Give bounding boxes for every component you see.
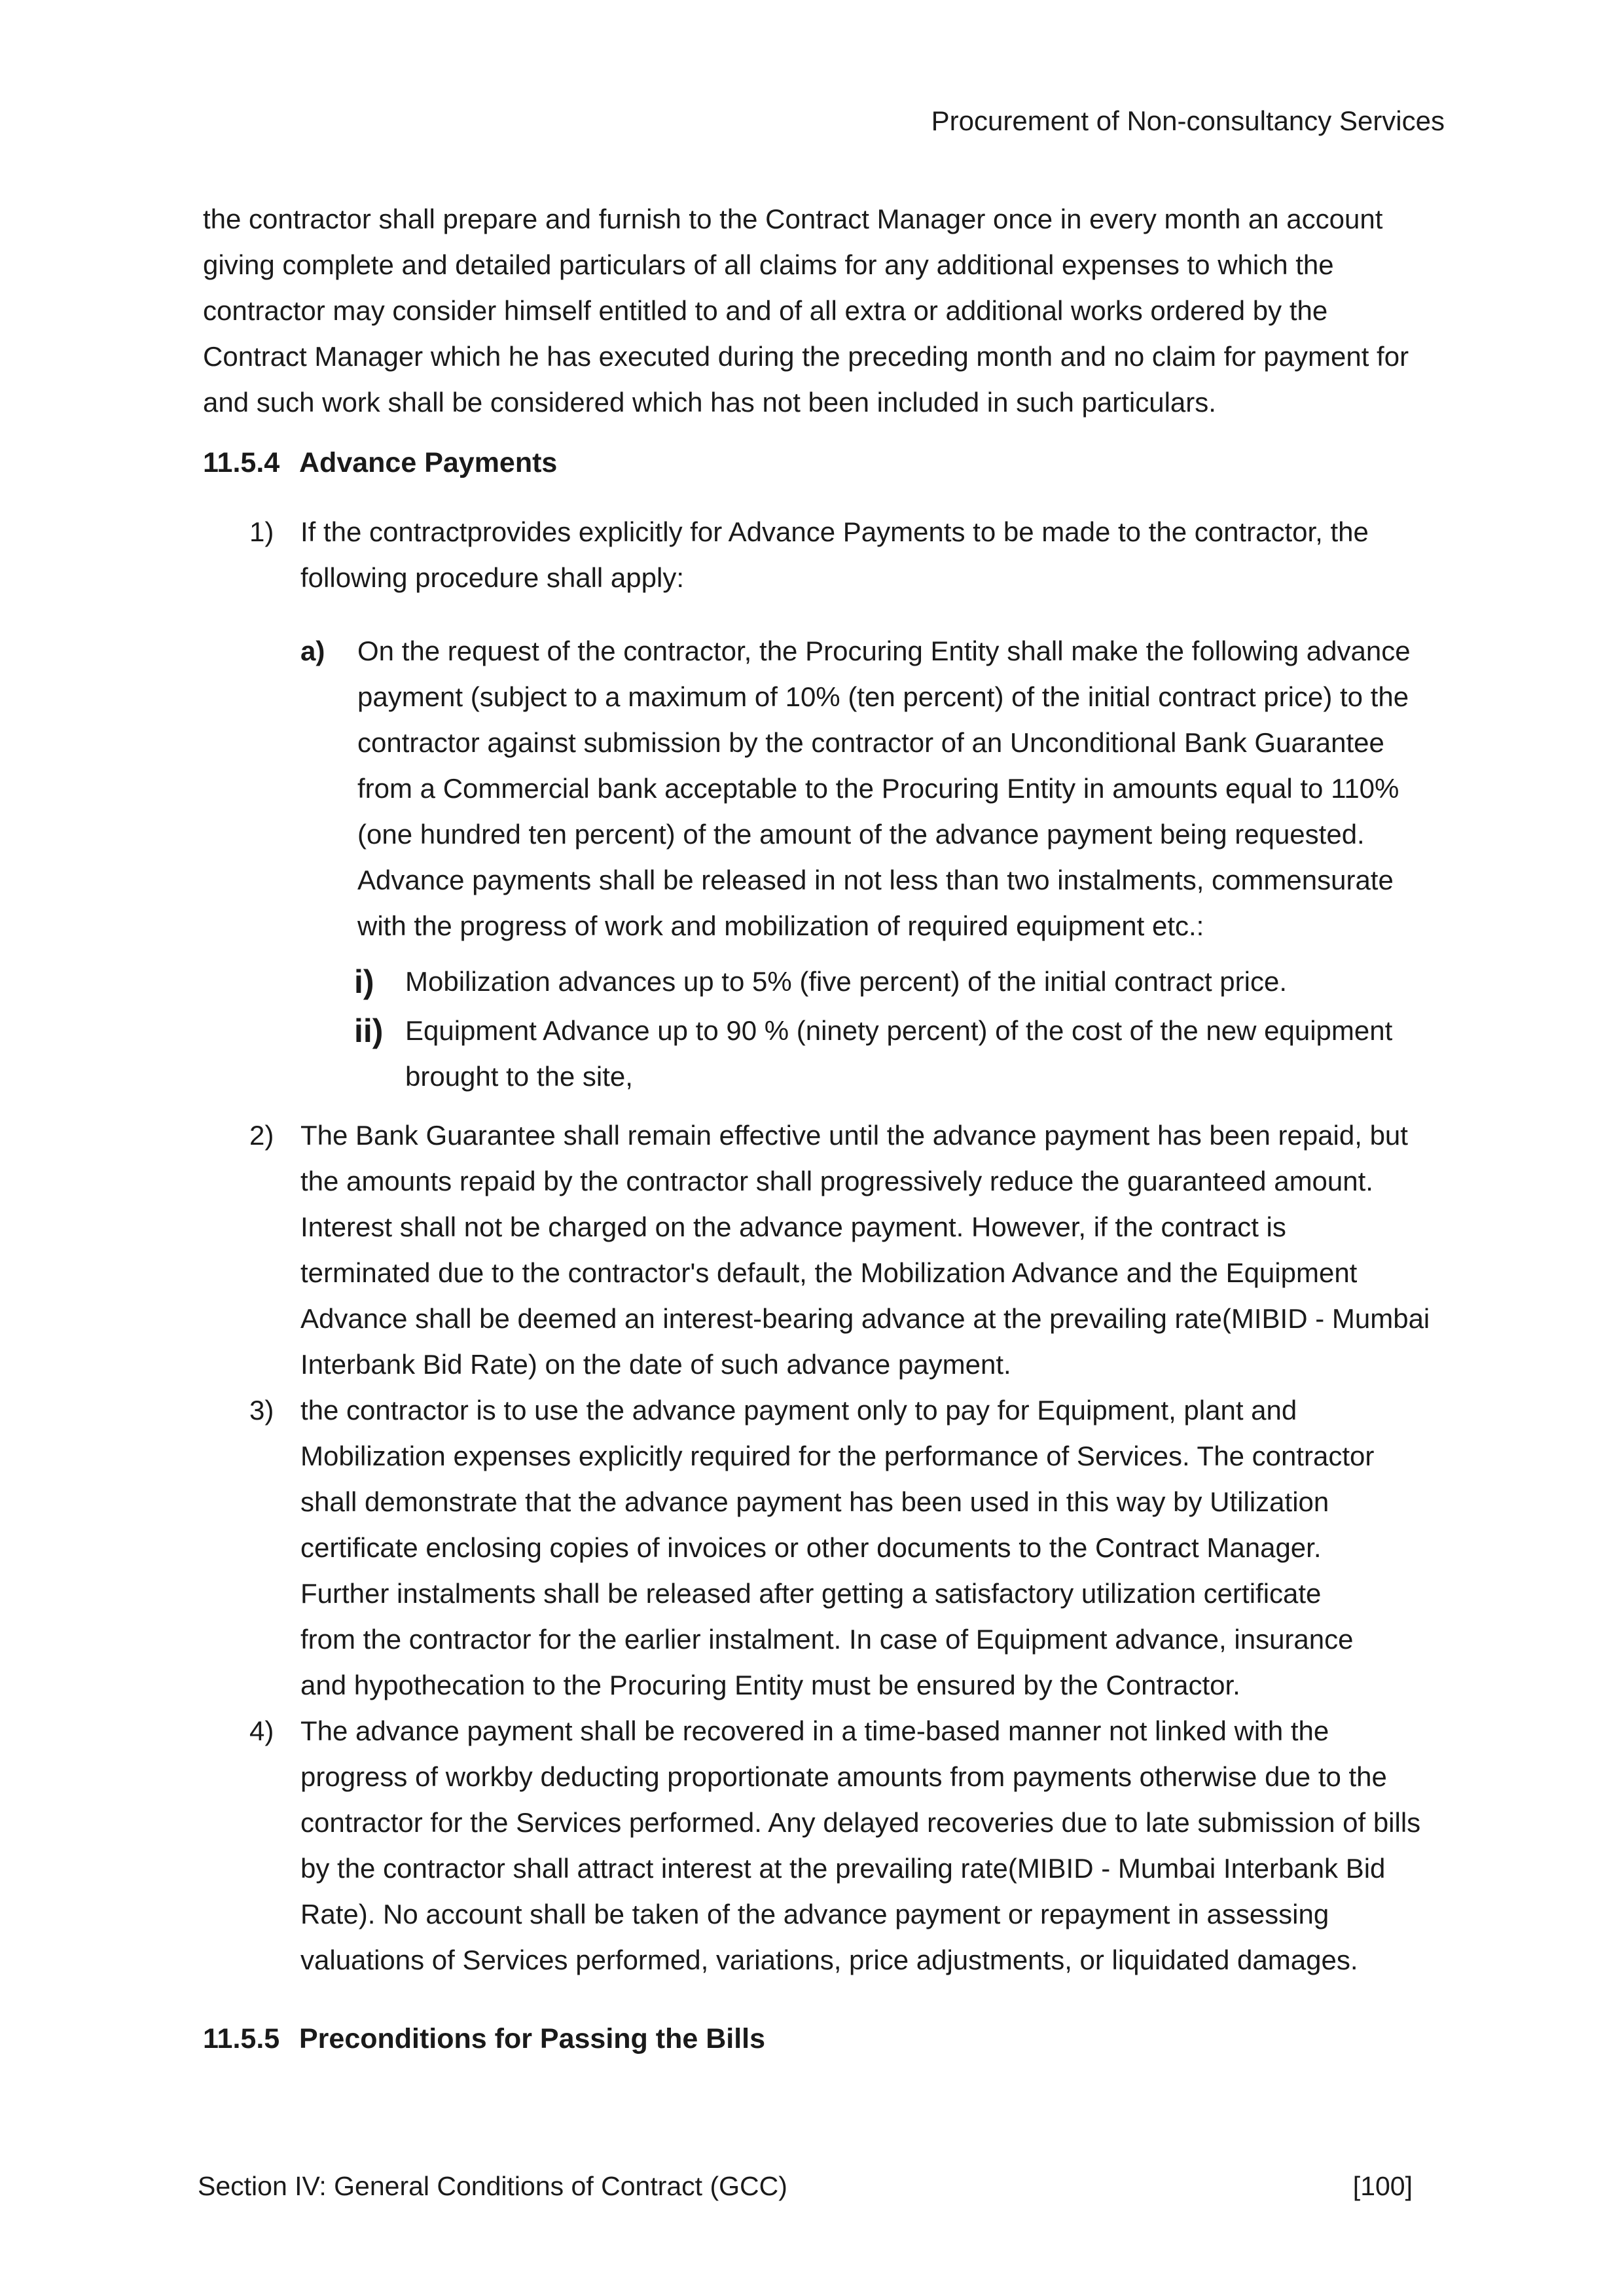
list-item-1	[249, 509, 1369, 601]
list-item-text	[300, 1113, 1430, 1388]
section-number: 11.5.5	[203, 2023, 280, 2054]
list-marker: a)	[300, 636, 325, 666]
text-line: Equipment Advance up to 90 % (ninety percent) of the cost of the new equipment	[405, 1015, 1393, 1046]
text-line: following procedure shall apply:	[300, 562, 685, 593]
text-line: by the contractor shall attract interest at the prevailing rate(MIBID - Mumbai Interbank Bid	[300, 1853, 1386, 1884]
text-line: The advance payment shall be recovered in a time-based manner not linked with the	[300, 1715, 1329, 1746]
section-title: Preconditions for Passing the Bills	[299, 2023, 766, 2054]
text-line: from a Commercial bank acceptable to the Procuring Entity in amounts equal to 110%	[357, 773, 1399, 804]
text-line: contractor for the Services performed. Any delayed recoveries due to late submission of bills	[300, 1807, 1421, 1838]
text-line: terminated due to the contractor's default, the Mobilization Advance and the Equipment	[300, 1257, 1358, 1288]
list-marker: 4)	[249, 1715, 274, 1746]
list-marker: 3)	[249, 1395, 274, 1426]
list-item-text	[405, 959, 1287, 1005]
text-line: Further instalments shall be released after getting a satisfactory utilization certificate	[300, 1578, 1322, 1609]
text-line: giving complete and detailed particulars of all claims for any additional expenses to which the	[203, 249, 1334, 280]
footer-page-number: [100]	[1352, 2171, 1413, 2201]
text-line: and hypothecation to the Procuring Entity must be ensured by the Contractor.	[300, 1670, 1240, 1700]
page-footer	[198, 2163, 1413, 2209]
text-line: Interest shall not be charged on the advance payment. However, if the contract is	[300, 1211, 1286, 1242]
list-item-text	[405, 1008, 1392, 1100]
list-item-4	[249, 1708, 1421, 1983]
section-heading-11-5-4	[203, 440, 557, 486]
list-item-text	[300, 1708, 1420, 1983]
text-line: The Bank Guarantee shall remain effective until the advance payment has been repaid, but	[300, 1120, 1408, 1151]
section-title: Advance Payments	[299, 447, 558, 478]
text-line: the amounts repaid by the contractor shall progressively reduce the guaranteed amount.	[300, 1166, 1373, 1196]
text-line: payment (subject to a maximum of 10% (ten percent) of the initial contract price) to the	[357, 681, 1409, 712]
sub-item-a	[300, 628, 1411, 949]
list-item-2	[249, 1113, 1430, 1388]
text-line: from the contractor for the earlier instalment. In case of Equipment advance, insurance	[300, 1624, 1354, 1655]
list-item-text	[300, 509, 1369, 601]
list-item-text	[357, 628, 1411, 949]
list-marker: 1)	[249, 516, 274, 547]
roman-item-ii	[354, 1008, 1393, 1100]
list-marker: 2)	[249, 1120, 274, 1151]
section-heading-11-5-5	[203, 2016, 765, 2062]
section-number: 11.5.4	[203, 447, 280, 478]
list-item-text	[300, 1388, 1374, 1708]
text-line: Advance shall be deemed an interest-bearing advance at the prevailing rate(MIBID - Mumbai	[300, 1303, 1430, 1334]
text-line: and such work shall be considered which has not been included in such particulars.	[203, 387, 1216, 418]
text-line: Contract Manager which he has executed during the preceding month and no claim for payment for	[203, 341, 1409, 372]
text-line: Advance payments shall be released in not less than two instalments, commensurate	[357, 865, 1394, 895]
text-line: contractor against submission by the contractor of an Unconditional Bank Guarantee	[357, 727, 1384, 758]
list-marker: ii)	[354, 1013, 384, 1049]
list-item-3	[249, 1388, 1375, 1708]
text-line: Rate). No account shall be taken of the advance payment or repayment in assessing	[300, 1899, 1329, 1929]
text-line: contractor may consider himself entitled to and of all extra or additional works ordered by the	[203, 295, 1328, 326]
roman-item-i	[354, 959, 1288, 1005]
text-line: Mobilization advances up to 5% (five percent) of the initial contract price.	[405, 966, 1288, 997]
text-line: progress of workby deducting proportionate amounts from payments otherwise due to the	[300, 1761, 1387, 1792]
text-line: certificate enclosing copies of invoices or other documents to the Contract Manager.	[300, 1532, 1322, 1563]
text-line: Mobilization expenses explicitly required for the performance of Services. The contractor	[300, 1441, 1375, 1471]
text-line: On the request of the contractor, the Procuring Entity shall make the following advance	[357, 636, 1411, 666]
text-line: the contractor is to use the advance payment only to pay for Equipment, plant and	[300, 1395, 1297, 1426]
text-line: brought to the site,	[405, 1061, 633, 1092]
footer-section-text: Section IV: General Conditions of Contract (GCC)	[198, 2171, 787, 2201]
header-title: Procurement of Non-consultancy Services	[931, 105, 1445, 136]
list-marker: i)	[354, 963, 374, 1000]
text-line: If the contractprovides explicitly for Advance Payments to be made to the contractor, the	[300, 516, 1369, 547]
text-line: shall demonstrate that the advance payment has been used in this way by Utilization	[300, 1486, 1329, 1517]
text-line: (one hundred ten percent) of the amount of the advance payment being requested.	[357, 819, 1365, 850]
text-line: valuations of Services performed, variations, price adjustments, or liquidated damages.	[300, 1945, 1358, 1975]
text-line: the contractor shall prepare and furnish to the Contract Manager once in every month an account	[203, 204, 1383, 234]
page-header	[203, 98, 1445, 144]
text-line: Interbank Bid Rate) on the date of such advance payment.	[300, 1349, 1011, 1380]
text-line: with the progress of work and mobilization of required equipment etc.:	[357, 910, 1204, 941]
intro-paragraph	[203, 196, 1409, 425]
